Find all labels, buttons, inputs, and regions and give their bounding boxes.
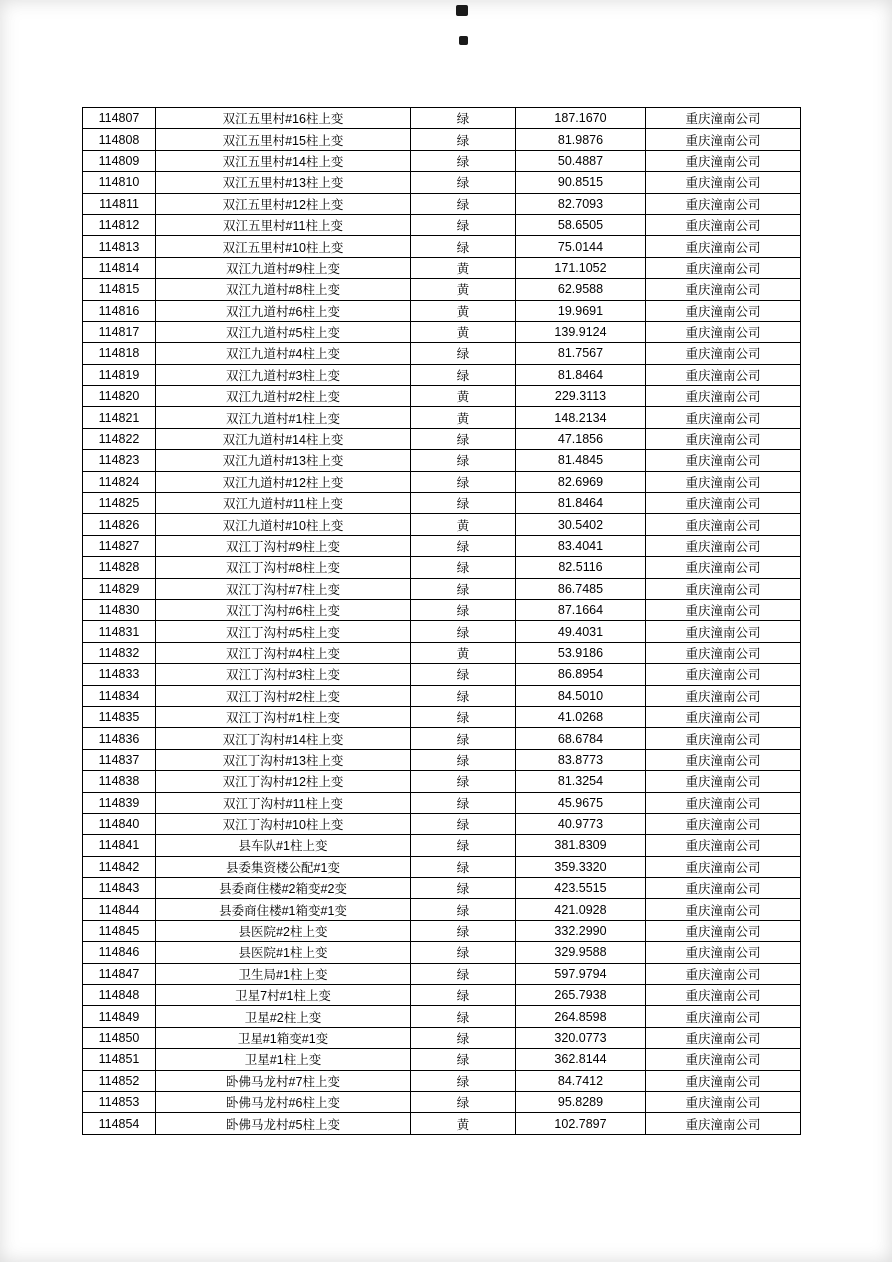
row-status-cell: 绿 [411, 428, 516, 449]
row-value-cell: 58.6505 [516, 214, 646, 235]
row-id-cell: 114814 [83, 257, 156, 278]
row-company-cell: 重庆潼南公司 [646, 300, 801, 321]
row-status-cell: 绿 [411, 1006, 516, 1027]
table-row [83, 664, 801, 685]
row-value-cell: 329.9588 [516, 942, 646, 963]
row-name-cell: 双江丁沟村#10柱上变 [156, 813, 411, 834]
table-row [83, 728, 801, 749]
table-row [83, 300, 801, 321]
row-company-cell: 重庆潼南公司 [646, 835, 801, 856]
row-value-cell: 81.4845 [516, 450, 646, 471]
row-status-cell: 绿 [411, 1070, 516, 1091]
row-company-cell: 重庆潼南公司 [646, 386, 801, 407]
row-value-cell: 139.9124 [516, 321, 646, 342]
table-row [83, 1027, 801, 1048]
row-value-cell: 81.7567 [516, 343, 646, 364]
row-value-cell: 62.9588 [516, 279, 646, 300]
row-id-cell: 114826 [83, 514, 156, 535]
table-row [83, 1006, 801, 1027]
row-company-cell: 重庆潼南公司 [646, 1027, 801, 1048]
row-company-cell: 重庆潼南公司 [646, 1113, 801, 1134]
row-company-cell: 重庆潼南公司 [646, 664, 801, 685]
row-id-cell: 114850 [83, 1027, 156, 1048]
row-company-cell: 重庆潼南公司 [646, 685, 801, 706]
row-id-cell: 114808 [83, 129, 156, 150]
row-value-cell: 381.8309 [516, 835, 646, 856]
row-id-cell: 114853 [83, 1091, 156, 1112]
row-status-cell: 绿 [411, 364, 516, 385]
row-id-cell: 114843 [83, 878, 156, 899]
row-name-cell: 双江九道村#13柱上变 [156, 450, 411, 471]
row-name-cell: 双江九道村#14柱上变 [156, 428, 411, 449]
row-id-cell: 114807 [83, 108, 156, 129]
table-row [83, 108, 801, 129]
row-name-cell: 双江丁沟村#7柱上变 [156, 578, 411, 599]
row-name-cell: 县委商住楼#1箱变#1变 [156, 899, 411, 920]
row-company-cell: 重庆潼南公司 [646, 108, 801, 129]
row-company-cell: 重庆潼南公司 [646, 514, 801, 535]
table-row [83, 279, 801, 300]
row-value-cell: 50.4887 [516, 150, 646, 171]
row-id-cell: 114822 [83, 428, 156, 449]
row-name-cell: 双江丁沟村#5柱上变 [156, 621, 411, 642]
table-row [83, 386, 801, 407]
row-value-cell: 320.0773 [516, 1027, 646, 1048]
row-name-cell: 县医院#2柱上变 [156, 920, 411, 941]
row-name-cell: 双江丁沟村#11柱上变 [156, 792, 411, 813]
row-company-cell: 重庆潼南公司 [646, 407, 801, 428]
row-status-cell: 绿 [411, 236, 516, 257]
table-row [83, 172, 801, 193]
row-value-cell: 95.8289 [516, 1091, 646, 1112]
transformer-table [82, 107, 801, 1135]
row-value-cell: 359.3320 [516, 856, 646, 877]
ink-mark-icon [456, 5, 468, 16]
row-id-cell: 114813 [83, 236, 156, 257]
row-name-cell: 双江九道村#3柱上变 [156, 364, 411, 385]
table-row [83, 1070, 801, 1091]
row-company-cell: 重庆潼南公司 [646, 1070, 801, 1091]
row-id-cell: 114845 [83, 920, 156, 941]
row-id-cell: 114819 [83, 364, 156, 385]
row-name-cell: 双江丁沟村#12柱上变 [156, 771, 411, 792]
row-name-cell: 双江丁沟村#6柱上变 [156, 599, 411, 620]
row-company-cell: 重庆潼南公司 [646, 493, 801, 514]
row-value-cell: 265.7938 [516, 985, 646, 1006]
row-id-cell: 114809 [83, 150, 156, 171]
row-status-cell: 绿 [411, 1049, 516, 1070]
row-name-cell: 双江九道村#9柱上变 [156, 257, 411, 278]
row-company-cell: 重庆潼南公司 [646, 813, 801, 834]
row-status-cell: 绿 [411, 343, 516, 364]
row-status-cell: 绿 [411, 193, 516, 214]
row-value-cell: 84.7412 [516, 1070, 646, 1091]
row-value-cell: 41.0268 [516, 706, 646, 727]
row-status-cell: 绿 [411, 856, 516, 877]
row-value-cell: 53.9186 [516, 642, 646, 663]
row-value-cell: 81.8464 [516, 364, 646, 385]
row-id-cell: 114844 [83, 899, 156, 920]
row-id-cell: 114825 [83, 493, 156, 514]
row-status-cell: 黄 [411, 257, 516, 278]
table-row [83, 706, 801, 727]
row-name-cell: 双江丁沟村#3柱上变 [156, 664, 411, 685]
table-row [83, 343, 801, 364]
row-company-cell: 重庆潼南公司 [646, 1091, 801, 1112]
row-id-cell: 114823 [83, 450, 156, 471]
row-company-cell: 重庆潼南公司 [646, 792, 801, 813]
row-id-cell: 114839 [83, 792, 156, 813]
row-name-cell: 卧佛马龙村#5柱上变 [156, 1113, 411, 1134]
row-status-cell: 绿 [411, 664, 516, 685]
row-status-cell: 绿 [411, 835, 516, 856]
row-company-cell: 重庆潼南公司 [646, 193, 801, 214]
row-company-cell: 重庆潼南公司 [646, 236, 801, 257]
row-id-cell: 114820 [83, 386, 156, 407]
row-status-cell: 绿 [411, 214, 516, 235]
table-row [83, 214, 801, 235]
row-company-cell: 重庆潼南公司 [646, 257, 801, 278]
table-row [83, 599, 801, 620]
row-company-cell: 重庆潼南公司 [646, 771, 801, 792]
row-status-cell: 绿 [411, 1027, 516, 1048]
row-status-cell: 绿 [411, 450, 516, 471]
row-id-cell: 114811 [83, 193, 156, 214]
table-row [83, 514, 801, 535]
row-company-cell: 重庆潼南公司 [646, 279, 801, 300]
row-id-cell: 114829 [83, 578, 156, 599]
table-row [83, 150, 801, 171]
row-value-cell: 68.6784 [516, 728, 646, 749]
row-id-cell: 114816 [83, 300, 156, 321]
row-name-cell: 双江九道村#2柱上变 [156, 386, 411, 407]
row-status-cell: 绿 [411, 878, 516, 899]
row-value-cell: 45.9675 [516, 792, 646, 813]
row-value-cell: 82.7093 [516, 193, 646, 214]
row-company-cell: 重庆潼南公司 [646, 920, 801, 941]
row-name-cell: 双江丁沟村#13柱上变 [156, 749, 411, 770]
row-status-cell: 绿 [411, 792, 516, 813]
row-status-cell: 绿 [411, 150, 516, 171]
row-id-cell: 114821 [83, 407, 156, 428]
row-name-cell: 双江丁沟村#8柱上变 [156, 557, 411, 578]
row-name-cell: 双江五里村#13柱上变 [156, 172, 411, 193]
row-company-cell: 重庆潼南公司 [646, 728, 801, 749]
table-body [83, 108, 801, 1135]
row-company-cell: 重庆潼南公司 [646, 214, 801, 235]
row-status-cell: 绿 [411, 920, 516, 941]
row-status-cell: 绿 [411, 706, 516, 727]
row-status-cell: 绿 [411, 471, 516, 492]
row-value-cell: 362.8144 [516, 1049, 646, 1070]
row-id-cell: 114838 [83, 771, 156, 792]
row-status-cell: 黄 [411, 279, 516, 300]
row-name-cell: 双江五里村#11柱上变 [156, 214, 411, 235]
table-row [83, 642, 801, 663]
row-company-cell: 重庆潼南公司 [646, 942, 801, 963]
row-name-cell: 双江丁沟村#2柱上变 [156, 685, 411, 706]
row-company-cell: 重庆潼南公司 [646, 129, 801, 150]
row-id-cell: 114830 [83, 599, 156, 620]
table-row [83, 1049, 801, 1070]
row-status-cell: 绿 [411, 535, 516, 556]
row-value-cell: 423.5515 [516, 878, 646, 899]
table-row [83, 771, 801, 792]
table-row [83, 535, 801, 556]
row-id-cell: 114810 [83, 172, 156, 193]
row-value-cell: 148.2134 [516, 407, 646, 428]
row-company-cell: 重庆潼南公司 [646, 706, 801, 727]
row-value-cell: 81.8464 [516, 493, 646, 514]
row-name-cell: 双江五里村#12柱上变 [156, 193, 411, 214]
row-status-cell: 黄 [411, 514, 516, 535]
row-id-cell: 114832 [83, 642, 156, 663]
row-value-cell: 332.2990 [516, 920, 646, 941]
row-name-cell: 县车队#1柱上变 [156, 835, 411, 856]
row-value-cell: 84.5010 [516, 685, 646, 706]
row-name-cell: 双江丁沟村#14柱上变 [156, 728, 411, 749]
table-row [83, 321, 801, 342]
row-company-cell: 重庆潼南公司 [646, 749, 801, 770]
row-company-cell: 重庆潼南公司 [646, 471, 801, 492]
row-value-cell: 47.1856 [516, 428, 646, 449]
row-status-cell: 绿 [411, 771, 516, 792]
row-value-cell: 421.0928 [516, 899, 646, 920]
row-status-cell: 绿 [411, 621, 516, 642]
row-value-cell: 187.1670 [516, 108, 646, 129]
row-value-cell: 82.6969 [516, 471, 646, 492]
row-status-cell: 绿 [411, 813, 516, 834]
table-row [83, 364, 801, 385]
row-name-cell: 双江丁沟村#4柱上变 [156, 642, 411, 663]
row-id-cell: 114835 [83, 706, 156, 727]
row-id-cell: 114824 [83, 471, 156, 492]
table-row [83, 493, 801, 514]
row-id-cell: 114842 [83, 856, 156, 877]
table-row [83, 578, 801, 599]
row-name-cell: 双江丁沟村#9柱上变 [156, 535, 411, 556]
row-value-cell: 19.9691 [516, 300, 646, 321]
table-row [83, 813, 801, 834]
row-id-cell: 114833 [83, 664, 156, 685]
row-name-cell: 卫生局#1柱上变 [156, 963, 411, 984]
table-row [83, 835, 801, 856]
ink-mark-icon [459, 36, 468, 45]
table-row [83, 450, 801, 471]
row-company-cell: 重庆潼南公司 [646, 321, 801, 342]
table-row [83, 557, 801, 578]
row-name-cell: 卫星#1箱变#1变 [156, 1027, 411, 1048]
table-row [83, 1091, 801, 1112]
row-value-cell: 90.8515 [516, 172, 646, 193]
row-name-cell: 县委商住楼#2箱变#2变 [156, 878, 411, 899]
row-status-cell: 绿 [411, 578, 516, 599]
row-id-cell: 114841 [83, 835, 156, 856]
row-status-cell: 黄 [411, 321, 516, 342]
row-id-cell: 114818 [83, 343, 156, 364]
row-status-cell: 绿 [411, 493, 516, 514]
row-id-cell: 114848 [83, 985, 156, 1006]
row-id-cell: 114828 [83, 557, 156, 578]
row-status-cell: 绿 [411, 685, 516, 706]
table-row [83, 1113, 801, 1134]
row-value-cell: 81.9876 [516, 129, 646, 150]
table-row [83, 878, 801, 899]
row-name-cell: 双江九道村#5柱上变 [156, 321, 411, 342]
row-name-cell: 双江九道村#8柱上变 [156, 279, 411, 300]
row-status-cell: 绿 [411, 749, 516, 770]
row-company-cell: 重庆潼南公司 [646, 621, 801, 642]
row-name-cell: 双江九道村#1柱上变 [156, 407, 411, 428]
row-id-cell: 114815 [83, 279, 156, 300]
row-name-cell: 县医院#1柱上变 [156, 942, 411, 963]
row-company-cell: 重庆潼南公司 [646, 878, 801, 899]
table-row [83, 856, 801, 877]
row-status-cell: 绿 [411, 108, 516, 129]
row-id-cell: 114854 [83, 1113, 156, 1134]
row-value-cell: 102.7897 [516, 1113, 646, 1134]
table-row [83, 985, 801, 1006]
row-status-cell: 黄 [411, 1113, 516, 1134]
row-company-cell: 重庆潼南公司 [646, 172, 801, 193]
row-company-cell: 重庆潼南公司 [646, 1006, 801, 1027]
row-name-cell: 双江丁沟村#1柱上变 [156, 706, 411, 727]
row-status-cell: 黄 [411, 300, 516, 321]
row-name-cell: 双江五里村#16柱上变 [156, 108, 411, 129]
row-value-cell: 86.7485 [516, 578, 646, 599]
row-company-cell: 重庆潼南公司 [646, 343, 801, 364]
row-value-cell: 597.9794 [516, 963, 646, 984]
row-value-cell: 83.4041 [516, 535, 646, 556]
row-value-cell: 49.4031 [516, 621, 646, 642]
table-row [83, 792, 801, 813]
table-row [83, 685, 801, 706]
row-id-cell: 114836 [83, 728, 156, 749]
row-company-cell: 重庆潼南公司 [646, 150, 801, 171]
row-name-cell: 卫星7村#1柱上变 [156, 985, 411, 1006]
table-row [83, 942, 801, 963]
row-status-cell: 绿 [411, 942, 516, 963]
row-value-cell: 82.5116 [516, 557, 646, 578]
row-id-cell: 114827 [83, 535, 156, 556]
row-id-cell: 114852 [83, 1070, 156, 1091]
table-row [83, 899, 801, 920]
row-company-cell: 重庆潼南公司 [646, 963, 801, 984]
row-name-cell: 卧佛马龙村#6柱上变 [156, 1091, 411, 1112]
row-value-cell: 83.8773 [516, 749, 646, 770]
row-id-cell: 114849 [83, 1006, 156, 1027]
row-id-cell: 114834 [83, 685, 156, 706]
row-name-cell: 卫星#1柱上变 [156, 1049, 411, 1070]
row-name-cell: 双江九道村#12柱上变 [156, 471, 411, 492]
row-company-cell: 重庆潼南公司 [646, 1049, 801, 1070]
row-status-cell: 绿 [411, 1091, 516, 1112]
row-status-cell: 绿 [411, 557, 516, 578]
row-name-cell: 双江九道村#4柱上变 [156, 343, 411, 364]
row-name-cell: 县委集资楼公配#1变 [156, 856, 411, 877]
table-row [83, 963, 801, 984]
row-company-cell: 重庆潼南公司 [646, 856, 801, 877]
row-name-cell: 双江五里村#15柱上变 [156, 129, 411, 150]
row-id-cell: 114847 [83, 963, 156, 984]
row-id-cell: 114812 [83, 214, 156, 235]
table-row [83, 621, 801, 642]
row-company-cell: 重庆潼南公司 [646, 899, 801, 920]
row-id-cell: 114840 [83, 813, 156, 834]
row-status-cell: 黄 [411, 642, 516, 663]
row-value-cell: 40.9773 [516, 813, 646, 834]
table-row [83, 471, 801, 492]
row-value-cell: 75.0144 [516, 236, 646, 257]
row-name-cell: 卫星#2柱上变 [156, 1006, 411, 1027]
row-id-cell: 114817 [83, 321, 156, 342]
row-status-cell: 绿 [411, 899, 516, 920]
table-row [83, 749, 801, 770]
row-name-cell: 双江九道村#10柱上变 [156, 514, 411, 535]
row-company-cell: 重庆潼南公司 [646, 985, 801, 1006]
row-value-cell: 171.1052 [516, 257, 646, 278]
row-id-cell: 114846 [83, 942, 156, 963]
row-company-cell: 重庆潼南公司 [646, 557, 801, 578]
row-status-cell: 绿 [411, 728, 516, 749]
table-row [83, 193, 801, 214]
row-company-cell: 重庆潼南公司 [646, 364, 801, 385]
row-status-cell: 黄 [411, 407, 516, 428]
row-id-cell: 114851 [83, 1049, 156, 1070]
row-name-cell: 双江五里村#14柱上变 [156, 150, 411, 171]
row-value-cell: 30.5402 [516, 514, 646, 535]
row-status-cell: 绿 [411, 985, 516, 1006]
row-company-cell: 重庆潼南公司 [646, 428, 801, 449]
row-status-cell: 绿 [411, 599, 516, 620]
row-company-cell: 重庆潼南公司 [646, 578, 801, 599]
row-company-cell: 重庆潼南公司 [646, 450, 801, 471]
row-status-cell: 绿 [411, 963, 516, 984]
row-name-cell: 双江九道村#6柱上变 [156, 300, 411, 321]
row-company-cell: 重庆潼南公司 [646, 599, 801, 620]
row-name-cell: 卧佛马龙村#7柱上变 [156, 1070, 411, 1091]
row-value-cell: 229.3113 [516, 386, 646, 407]
table-row [83, 428, 801, 449]
row-id-cell: 114837 [83, 749, 156, 770]
table-row [83, 129, 801, 150]
table-row [83, 407, 801, 428]
row-company-cell: 重庆潼南公司 [646, 642, 801, 663]
row-value-cell: 86.8954 [516, 664, 646, 685]
row-value-cell: 87.1664 [516, 599, 646, 620]
row-name-cell: 双江五里村#10柱上变 [156, 236, 411, 257]
row-value-cell: 81.3254 [516, 771, 646, 792]
row-name-cell: 双江九道村#11柱上变 [156, 493, 411, 514]
row-status-cell: 绿 [411, 129, 516, 150]
row-status-cell: 黄 [411, 386, 516, 407]
row-value-cell: 264.8598 [516, 1006, 646, 1027]
row-company-cell: 重庆潼南公司 [646, 535, 801, 556]
table-row [83, 257, 801, 278]
row-id-cell: 114831 [83, 621, 156, 642]
table-row [83, 920, 801, 941]
row-status-cell: 绿 [411, 172, 516, 193]
table-row [83, 236, 801, 257]
